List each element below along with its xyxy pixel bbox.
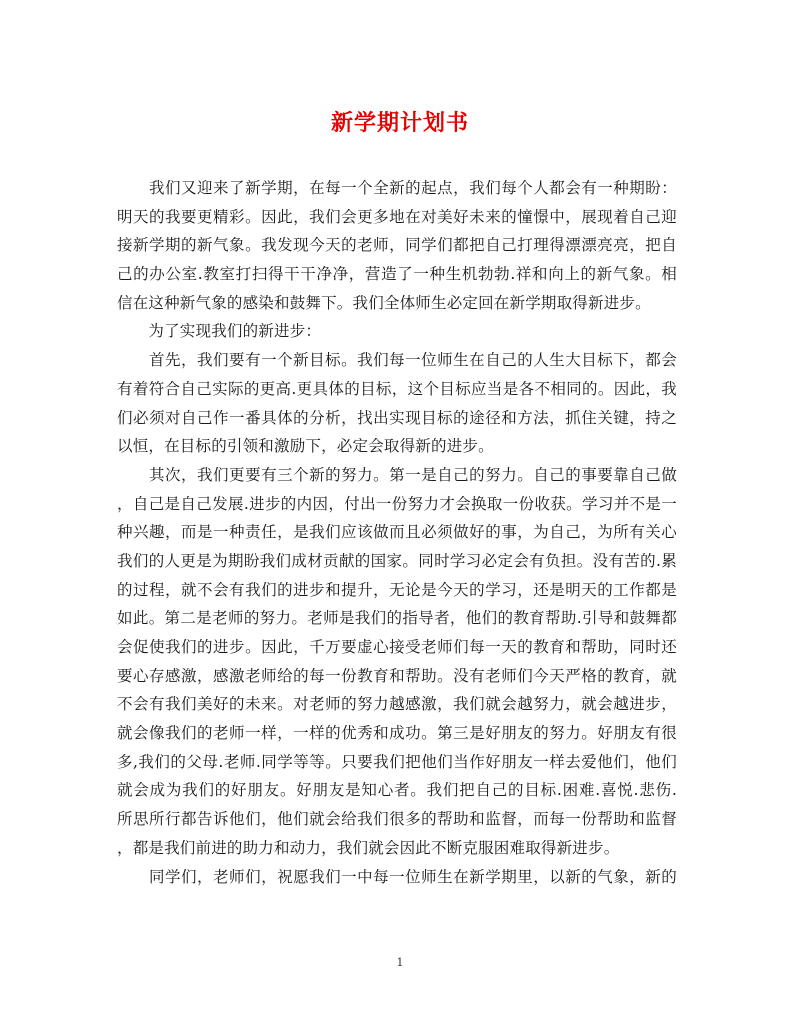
text-line: 要心存感激，感激老师给的每一份教育和帮助。没有老师们今天严格的教育，就 bbox=[117, 666, 677, 685]
text-line: 多,我们的父母.老师.同学等等。只要我们把他们当作好朋友一样去爱他们，他们 bbox=[117, 752, 677, 771]
text-line: ，自己是自己发展.进步的内因，付出一份努力才会换取一份收获。学习并不是一 bbox=[117, 494, 677, 513]
text-line: 就会像我们的老师一样，一样的优秀和成功。第三是好朋友的努力。好朋友有很 bbox=[117, 724, 677, 743]
text-line: ，都是我们前进的助力和动力，我们就会因此不断克服困难取得新进步。 bbox=[117, 838, 620, 857]
text-line: 以恒，在目标的引领和激励下，必定会取得新的进步。 bbox=[117, 437, 494, 456]
text-line: 就会成为我们的好朋友。好朋友是知心者。我们把自己的目标.困难.喜悦.悲伤. bbox=[117, 781, 677, 800]
text-line: 所思所行都告诉他们，他们就会给我们很多的帮助和监督，而每一份帮助和监督 bbox=[117, 810, 677, 829]
text-line: 明天的我要更精彩。因此，我们会更多地在对美好未来的憧憬中，展现着自己迎 bbox=[117, 207, 677, 226]
text-line: 我们又迎来了新学期，在每一个全新的起点，我们每个人都会有一种期盼： bbox=[117, 179, 677, 197]
text-line: 首先，我们要有一个新目标。我们每一位师生在自己的人生大目标下，都会 bbox=[117, 351, 677, 370]
text-line: 会促使我们的进步。因此，千万要虚心接受老师们每一天的教育和帮助，同时还 bbox=[117, 638, 677, 656]
text-line: 的过程，就不会有我们的进步和提升，无论是今天的学习，还是明天的工作都是 bbox=[117, 580, 677, 599]
document-body bbox=[117, 174, 677, 891]
text-line: 我们的人更是为期盼我们成材贡献的国家。同时学习必定会有负担。没有苦的.累 bbox=[117, 551, 677, 570]
text-line: 接新学期的新气象。我发现今天的老师，同学们都把自己打理得漂漂亮亮，把自 bbox=[117, 236, 677, 255]
text-line: 有着符合自己实际的更高.更具体的目标，这个目标应当是各不相同的。因此，我 bbox=[117, 379, 677, 398]
text-line: 其次，我们更要有三个新的努力。第一是自己的努力。自己的事要靠自己做 bbox=[117, 465, 677, 484]
text-line: 信在这种新气象的感染和鼓舞下。我们全体师生必定回在新学期取得新进步。 bbox=[117, 293, 651, 312]
text-line: 己的办公室.教室打扫得干干净净，营造了一种生机勃勃.祥和向上的新气象。相 bbox=[117, 265, 677, 284]
page-number: 1 bbox=[396, 956, 404, 969]
page-title: 新学期计划书 bbox=[330, 110, 469, 136]
text-line: 种兴趣，而是一种责任，是我们应该做而且必须做好的事，为自己，为所有关心 bbox=[117, 523, 677, 542]
text-line: 们必须对自己作一番具体的分析，找出实现目标的途径和方法，抓住关键，持之 bbox=[117, 408, 677, 427]
text-line: 不会有我们美好的未来。对老师的努力越感激，我们就会越努力，就会越进步， bbox=[117, 695, 677, 714]
text-line: 同学们，老师们，祝愿我们一中每一位师生在新学期里，以新的气象，新的 bbox=[117, 867, 677, 886]
text-line: 为了实现我们的新进步： bbox=[117, 322, 322, 341]
text-line: 如此。第二是老师的努力。老师是我们的指导者，他们的教育帮助.引导和鼓舞都 bbox=[117, 609, 677, 628]
